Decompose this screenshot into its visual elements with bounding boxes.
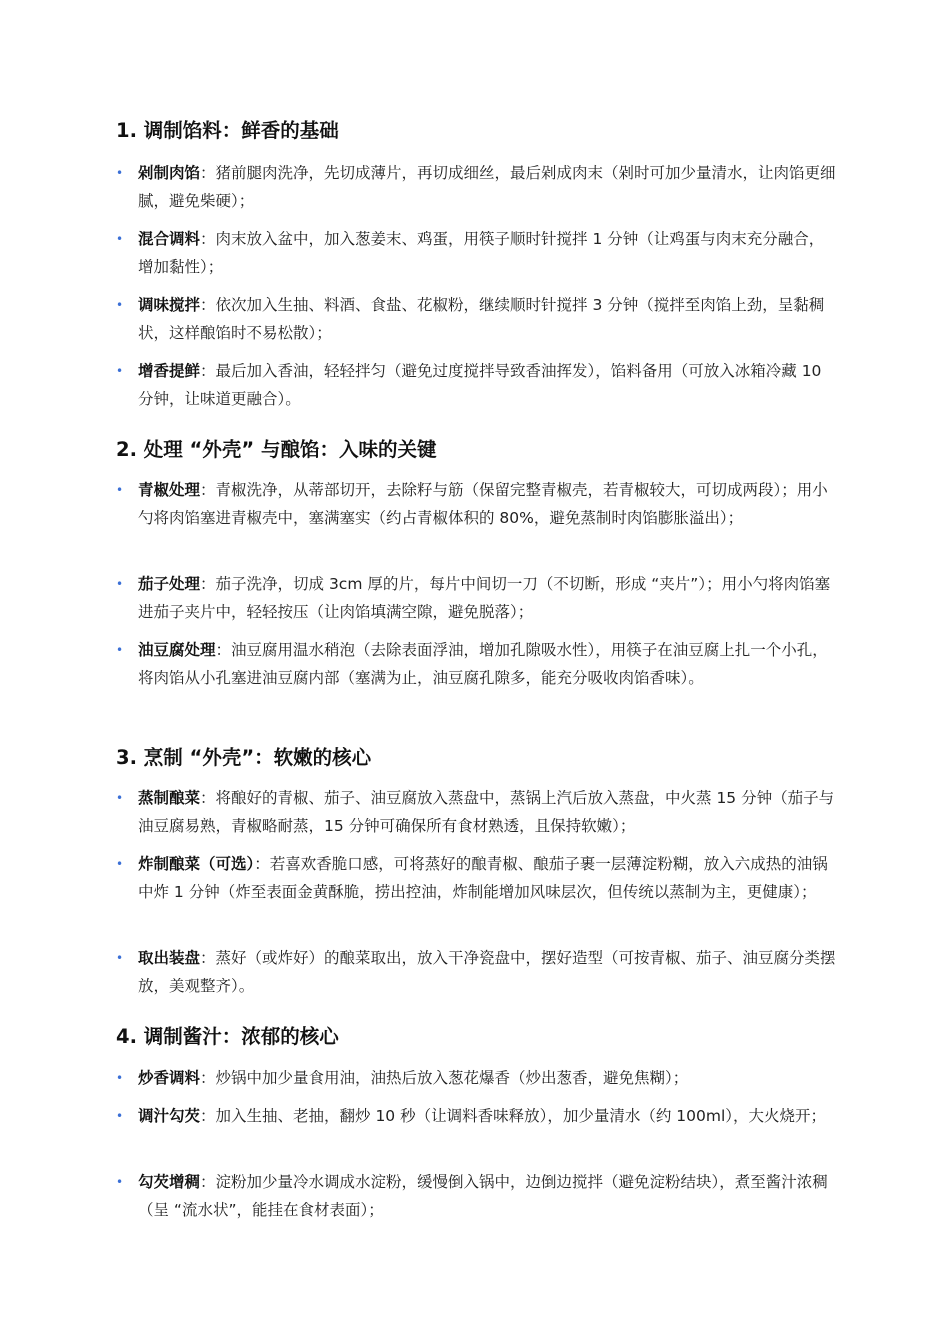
- item-title: 油豆腐处理: [138, 641, 216, 659]
- section-title: 2. 处理 “外壳” 与酿馅：入味的关键: [116, 438, 437, 461]
- list-item: [116, 944, 836, 1000]
- bullet-icon: •: [116, 364, 124, 378]
- list-item: [116, 1102, 836, 1158]
- list-item: [116, 636, 836, 720]
- section-3: [116, 743, 836, 1000]
- item-text: ：茄子洗净，切成 3cm 厚的片，每片中间切一刀（不切断，形成 “夹片”）；用小勺将肉馅塞进茄子夹片中，轻轻按压（让肉馅填满空隙，避免脱落）；: [138, 575, 831, 621]
- list-item: [116, 850, 836, 934]
- item-text: ：最后加入香油，轻轻拌匀（避免过度搅拌导致香油挥发），馅料备用（可放入冰箱冷藏 10 分钟，让味道更融合）。: [138, 362, 822, 408]
- item-text: ：依次加入生抽、料酒、食盐、花椒粉，继续顺时针搅拌 3 分钟（搅拌至肉馅上劲，呈黏稠状，这样酿馅时不易松散）；: [138, 296, 825, 342]
- item-title: 茄子处理: [138, 575, 201, 593]
- item-title: 混合调料: [138, 230, 201, 248]
- item-title: 增香提鲜: [138, 362, 201, 380]
- item-title: 取出装盘: [138, 949, 201, 967]
- bullet-icon: •: [116, 1109, 124, 1123]
- item-title: 勾芡增稠: [138, 1173, 201, 1191]
- step-list: [116, 1064, 836, 1224]
- item-text: ：将酿好的青椒、茄子、油豆腐放入蒸盘中，蒸锅上汽后放入蒸盘，中火蒸 15 分钟（茄子与油豆腐易熟，青椒略耐蒸，15 分钟可确保所有食材熟透，且保持软嫩）；: [138, 789, 835, 835]
- item-text: ：肉末放入盆中，加入葱姜末、鸡蛋，用筷子顺时针搅拌 1 分钟（让鸡蛋与肉末充分融合，增加黏性）；: [138, 230, 825, 276]
- item-text: ：淀粉加少量冷水调成水淀粉，缓慢倒入锅中，边倒边搅拌（避免淀粉结块），煮至酱汁浓稠（呈 “流水状”，能挂在食材表面）；: [138, 1173, 828, 1219]
- item-title: 剁制肉馅: [138, 164, 201, 182]
- bullet-icon: •: [116, 1175, 124, 1189]
- document-body: [116, 116, 836, 1224]
- item-text: ：油豆腐用温水稍泡（去除表面浮油，增加孔隙吸水性），用筷子在油豆腐上扎一个小孔，将肉馅从小孔塞进油豆腐内部（塞满为止，油豆腐孔隙多，能充分吸收肉馅香味）。: [138, 641, 828, 687]
- bullet-icon: •: [116, 643, 124, 657]
- item-text: ：炒锅中加少量食用油，油热后放入葱花爆香（炒出葱香，避免焦糊）；: [200, 1069, 689, 1087]
- item-text: ：加入生抽、老抽，翻炒 10 秒（让调料香味释放），加少量清水（约 100ml），大火烧开；: [200, 1107, 827, 1125]
- bullet-icon: •: [116, 951, 124, 965]
- item-text: ：猪前腿肉洗净，先切成薄片，再切成细丝，最后剁成肉末（剁时可加少量清水，让肉馅更细腻，避免柴硬）；: [138, 164, 836, 210]
- section-title: 3. 烹制 “外壳”：软嫩的核心: [116, 746, 372, 769]
- list-item: [116, 1064, 836, 1092]
- bullet-icon: •: [116, 1071, 124, 1085]
- list-item: [116, 570, 836, 626]
- list-item: [116, 291, 836, 347]
- list-item: [116, 784, 836, 840]
- list-item: [116, 476, 836, 560]
- section-title: 4. 调制酱汁：浓郁的核心: [116, 1025, 339, 1048]
- item-title: 青椒处理: [138, 481, 201, 499]
- step-list: [116, 476, 836, 720]
- item-text: ：若喜欢香脆口感，可将蒸好的酿青椒、酿茄子裹一层薄淀粉糊，放入六成热的油锅中炸 1 分钟（炸至表面金黄酥脆，捞出控油，炸制能增加风味层次，但传统以蒸制为主，更健康）；: [138, 855, 828, 901]
- list-item: [116, 1168, 836, 1224]
- bullet-icon: •: [116, 857, 124, 871]
- item-text: ：青椒洗净，从蒂部切开，去除籽与筋（保留完整青椒壳，若青椒较大，可切成两段）；用小勺将肉馅塞进青椒壳中，塞满塞实（约占青椒体积的 80%，避免蒸制时肉馅膨胀溢出）；: [138, 481, 828, 527]
- list-item: [116, 225, 836, 281]
- item-title: 蒸制酿菜: [138, 789, 201, 807]
- bullet-icon: •: [116, 298, 124, 312]
- step-list: [116, 159, 836, 413]
- bullet-icon: •: [116, 166, 124, 180]
- bullet-icon: •: [116, 577, 124, 591]
- section-2: [116, 435, 836, 720]
- list-item: [116, 159, 836, 215]
- step-list: [116, 784, 836, 1000]
- item-title: 调汁勾芡: [138, 1107, 201, 1125]
- item-text: ：蒸好（或炸好）的酿菜取出，放入干净瓷盘中，摆好造型（可按青椒、茄子、油豆腐分类摆放，美观整齐）。: [138, 949, 836, 995]
- section-title: 1. 调制馅料：鲜香的基础: [116, 119, 339, 142]
- section-4: [116, 1022, 836, 1224]
- item-title: 调味搅拌: [138, 296, 201, 314]
- list-item: [116, 357, 836, 413]
- bullet-icon: •: [116, 483, 124, 497]
- section-1: [116, 116, 836, 413]
- item-title: 炒香调料: [138, 1069, 201, 1087]
- item-title: 炸制酿菜（可选）: [138, 855, 255, 873]
- bullet-icon: •: [116, 791, 124, 805]
- bullet-icon: •: [116, 232, 124, 246]
